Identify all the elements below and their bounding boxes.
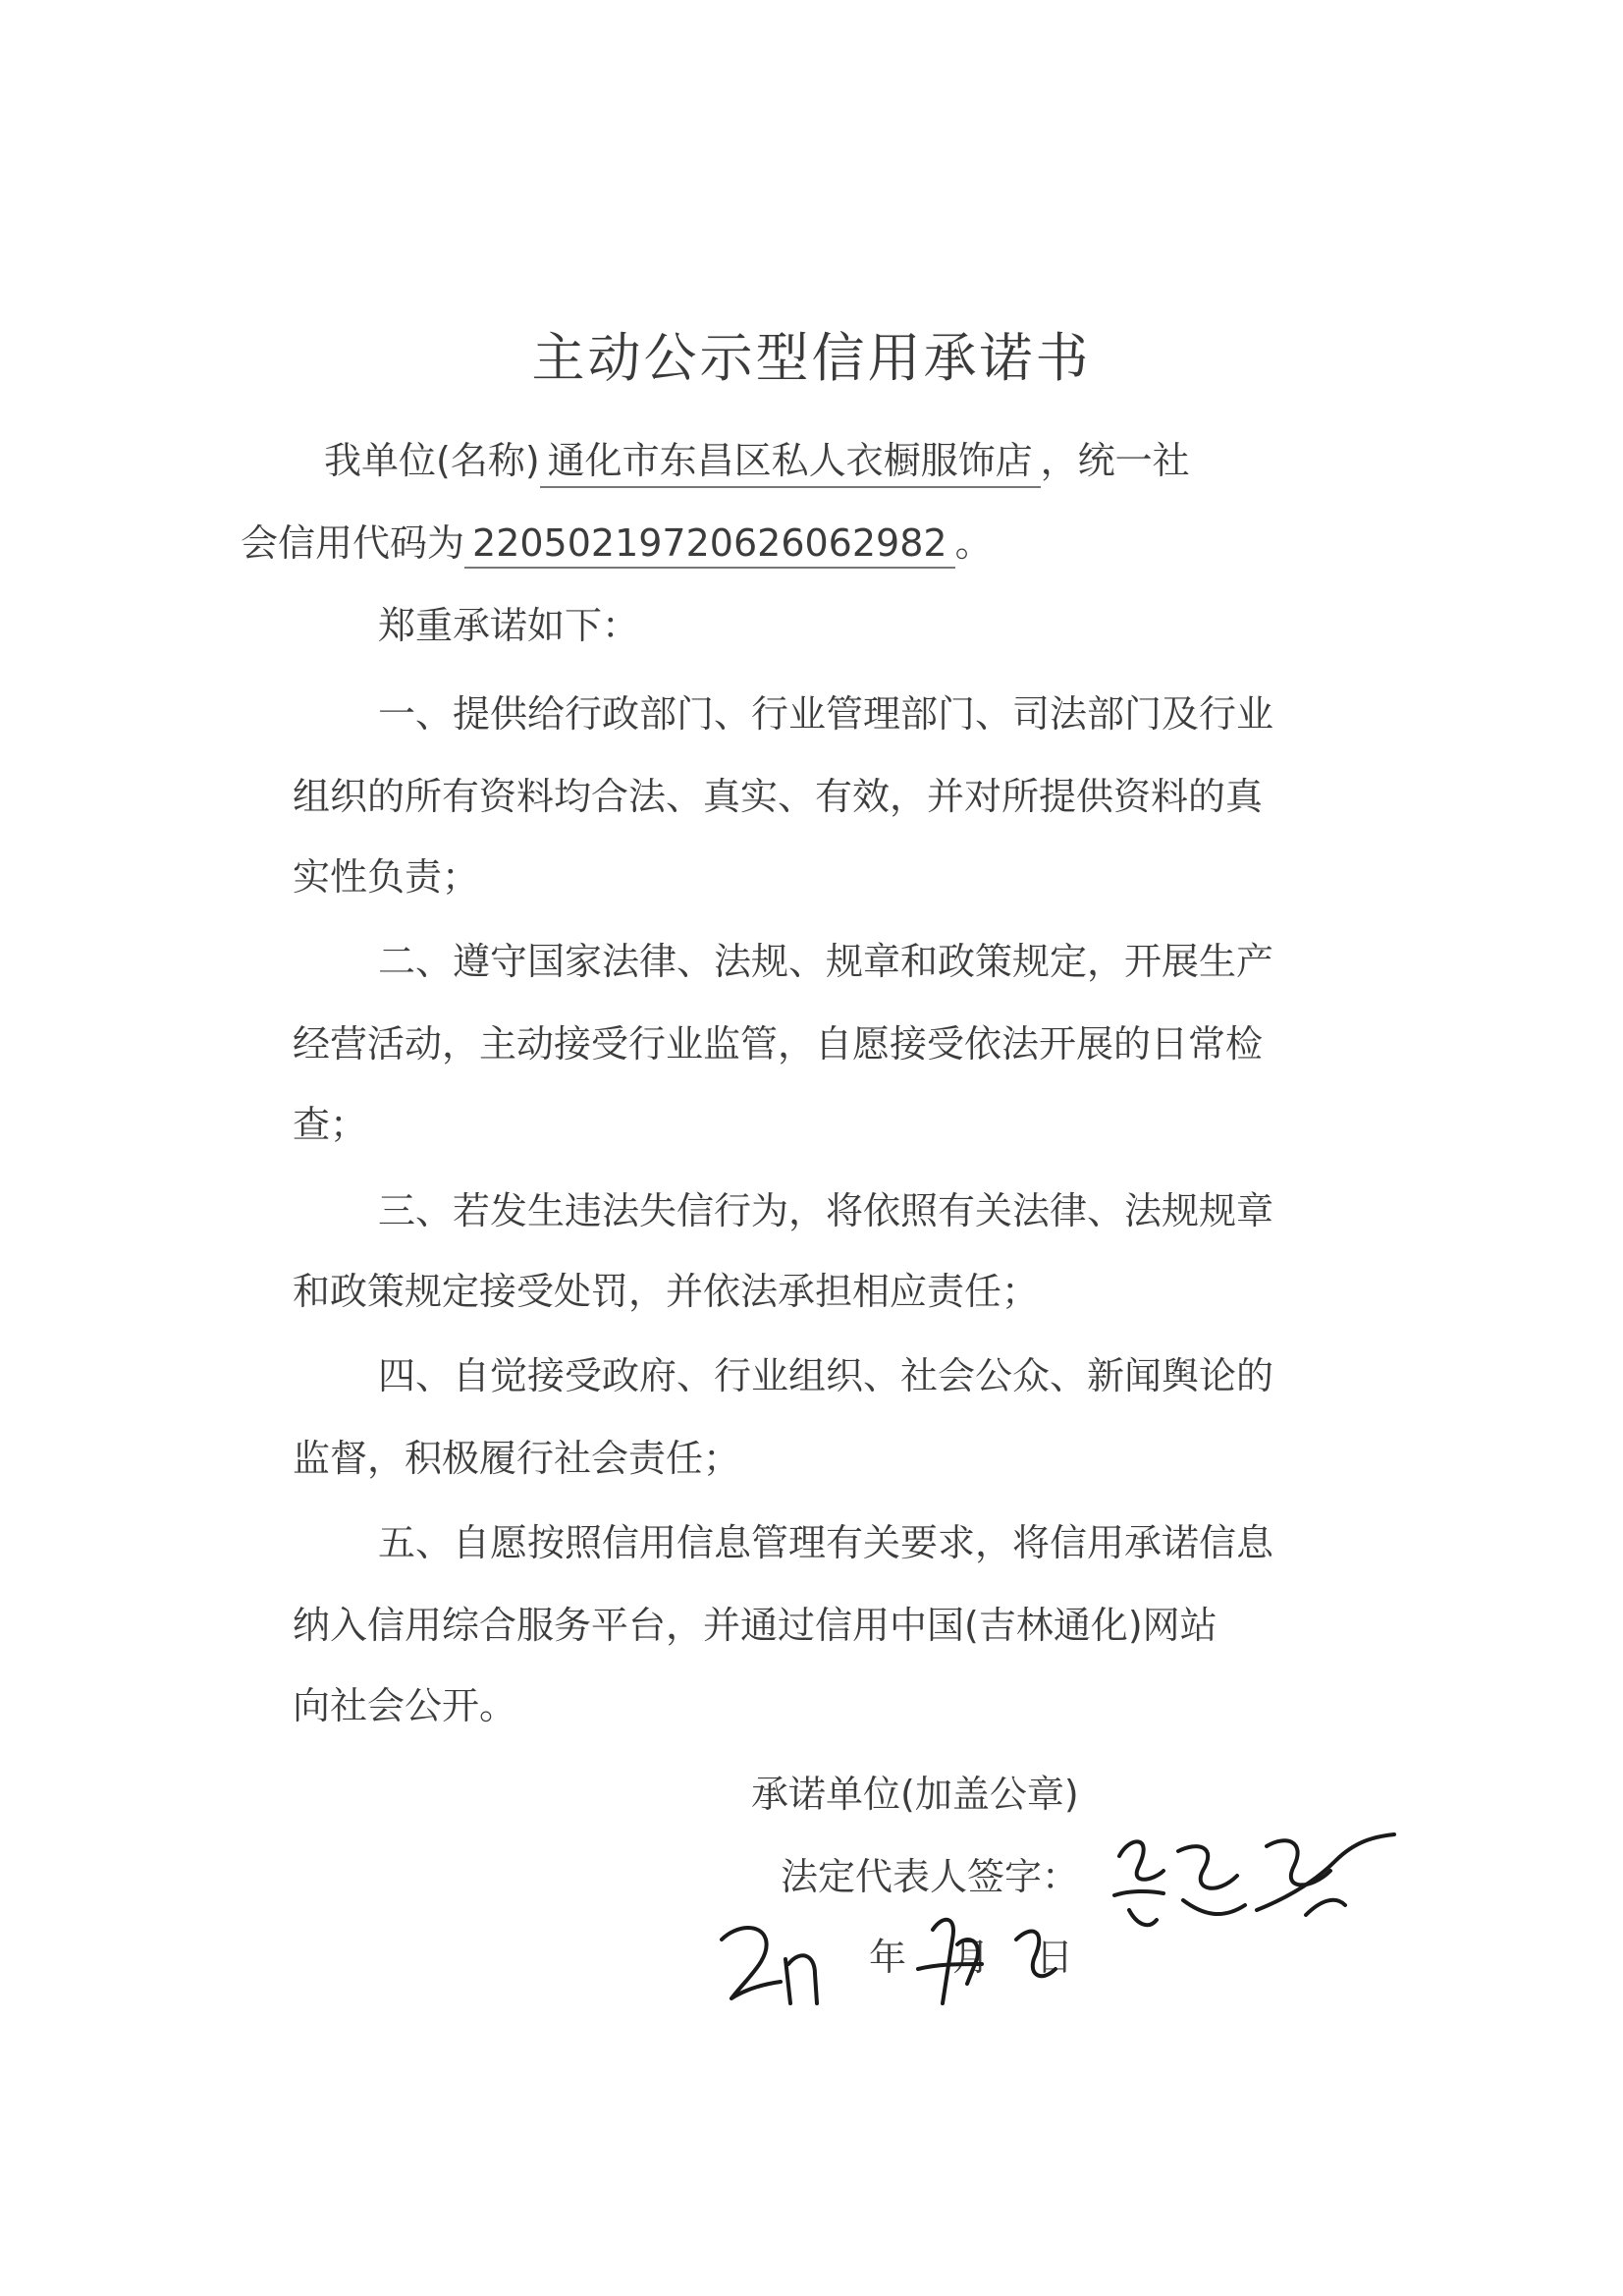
intro-line2-suffix: 。 (954, 521, 993, 565)
commit-unit-label: 承诺单位(加盖公章) (751, 1773, 1079, 1816)
pledge-heading: 郑重承诺如下： (378, 604, 640, 647)
date-month-label: 月 (952, 1936, 991, 1979)
item-5-line-3: 向社会公开。 (293, 1684, 517, 1727)
credit-code-field: 22050219720626062982 (464, 521, 955, 569)
intro-line2-prefix: 会信用代码为 (241, 521, 465, 565)
item-2-line-2: 经营活动，主动接受行业监管，自愿接受依法开展的日常检 (293, 1022, 1264, 1066)
intro-line-2 (241, 513, 993, 569)
item-1-line-1: 一、提供给行政部门、行业管理部门、司法部门及行业 (378, 692, 1274, 736)
item-2-line-3: 查； (293, 1103, 368, 1146)
legal-rep-label: 法定代表人签字： (781, 1855, 1080, 1898)
item-4-line-2: 监督，积极履行社会责任； (293, 1437, 741, 1480)
legal-rep-signature (1114, 1834, 1394, 1925)
item-2-line-1: 二、遵守国家法律、法规、规章和政策规定，开展生产 (378, 940, 1274, 983)
item-1-line-3: 实性负责； (293, 855, 480, 899)
item-3-line-2: 和政策规定接受处罚，并依法承担相应责任； (293, 1270, 1040, 1313)
item-1-line-2: 组织的所有资料均合法、真实、有效，并对所提供资料的真 (293, 775, 1264, 818)
document-title: 主动公示型信用承诺书 (531, 327, 1092, 389)
date-day-label: 日 (1036, 1936, 1074, 1979)
intro-line-1 (324, 430, 1190, 488)
intro-prefix: 我单位(名称) (324, 439, 540, 482)
item-5-line-1: 五、自愿按照信用信息管理有关要求，将信用承诺信息 (378, 1521, 1274, 1564)
item-4-line-1: 四、自觉接受政府、行业组织、社会公众、新闻舆论的 (378, 1354, 1274, 1397)
item-3-line-1: 三、若发生违法失信行为，将依照有关法律、法规规章 (378, 1189, 1274, 1232)
item-5-line-2: 纳入信用综合服务平台，并通过信用中国(吉林通化)网站 (293, 1604, 1217, 1647)
intro-suffix: ，统一社 (1040, 439, 1190, 482)
date-year-label: 年 (869, 1936, 907, 1979)
company-name-field: 通化市东昌区私人衣橱服饰店 (540, 430, 1041, 488)
